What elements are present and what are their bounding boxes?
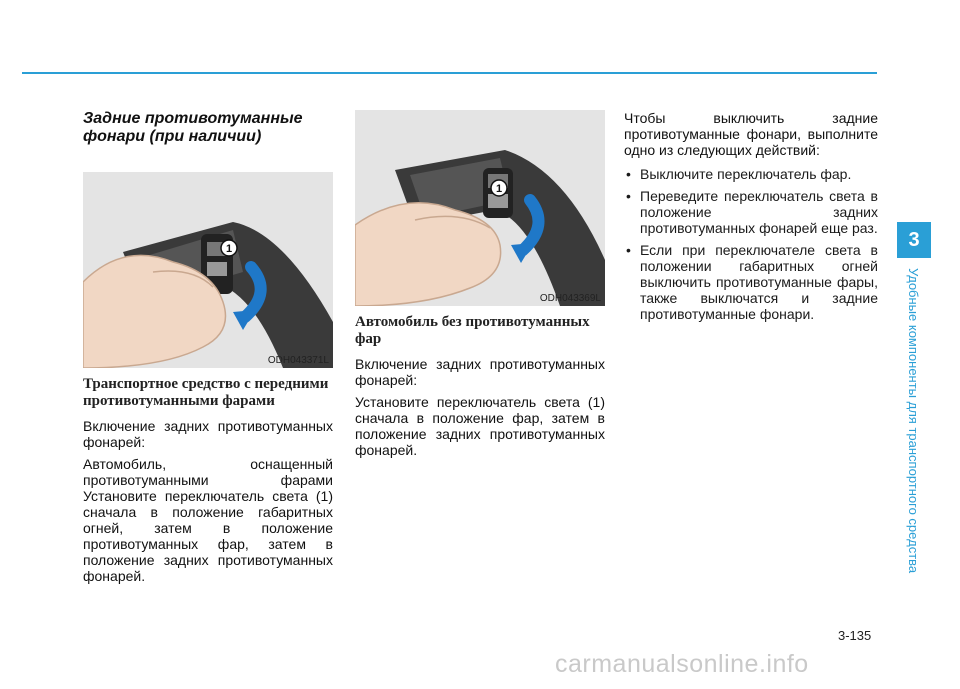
watermark: carmanualsonline.info (555, 650, 809, 678)
bullet-list (624, 166, 878, 322)
subtitle-without-fog: Автомобиль без противотуманных фар (355, 314, 590, 347)
list-item-text: Если при переключателе света в положении габаритных огней выключить противотуманные фары, также выключатся и задние противотуманные фонари. (640, 242, 878, 322)
callout-1: 1 (225, 243, 233, 255)
list-item (624, 166, 878, 182)
bullet-symbol: • (626, 188, 631, 204)
callout-1: 1 (495, 183, 503, 195)
bullet-symbol: • (626, 166, 631, 182)
column-rear-fog-lights (83, 110, 333, 584)
page-number: 3-135 (838, 628, 872, 643)
lever-illustration-1 (83, 172, 333, 368)
figure-code: ODH043369L (539, 293, 601, 304)
list-item (624, 242, 878, 322)
chapter-title: Удобные компоненты для транспортного средства (906, 268, 921, 574)
paragraph-enable: Включение задних противотуманных фонарей: (355, 356, 605, 388)
paragraph-instructions: Автомобиль, оснащенный противотуманными фарами Установите переключатель света (1) сначала в положение габаритных огней, затем в положение противотуманных фар, затем в положение задних противотуманных фонарей. (83, 456, 333, 584)
paragraph-enable: Включение задних противотуманных фонарей: (83, 418, 333, 450)
column-turn-off (624, 110, 878, 328)
paragraph-intro: Чтобы выключить задние противотуманные фонари, выполните одно из следующих действий: (624, 110, 878, 158)
figure-lever-without-fog (355, 110, 605, 306)
section-title-line1: Задние противотуманные (83, 110, 303, 127)
list-item (624, 188, 878, 236)
figure-code: ODH043371L (267, 355, 329, 366)
list-item-text: Переведите переключатель света в положение задних противотуманных фонарей еще раз. (640, 188, 878, 236)
bullet-symbol: • (626, 242, 631, 258)
header-rule (22, 72, 877, 74)
chapter-tab: 3 (897, 222, 931, 258)
list-item-text: Выключите переключатель фар. (640, 166, 852, 182)
paragraph-instructions: Установите переключатель света (1) сначала в положение фар, затем в положение задних противотуманных фонарей. (355, 394, 605, 458)
subtitle-with-fog: Транспортное средство с передними противотуманными фарами (83, 376, 329, 409)
lever-illustration-2 (355, 110, 605, 306)
column-without-fog (355, 110, 605, 458)
section-title (83, 110, 333, 146)
section-title-line2: фонари (при наличии) (83, 128, 262, 145)
figure-lever-with-fog (83, 172, 333, 368)
